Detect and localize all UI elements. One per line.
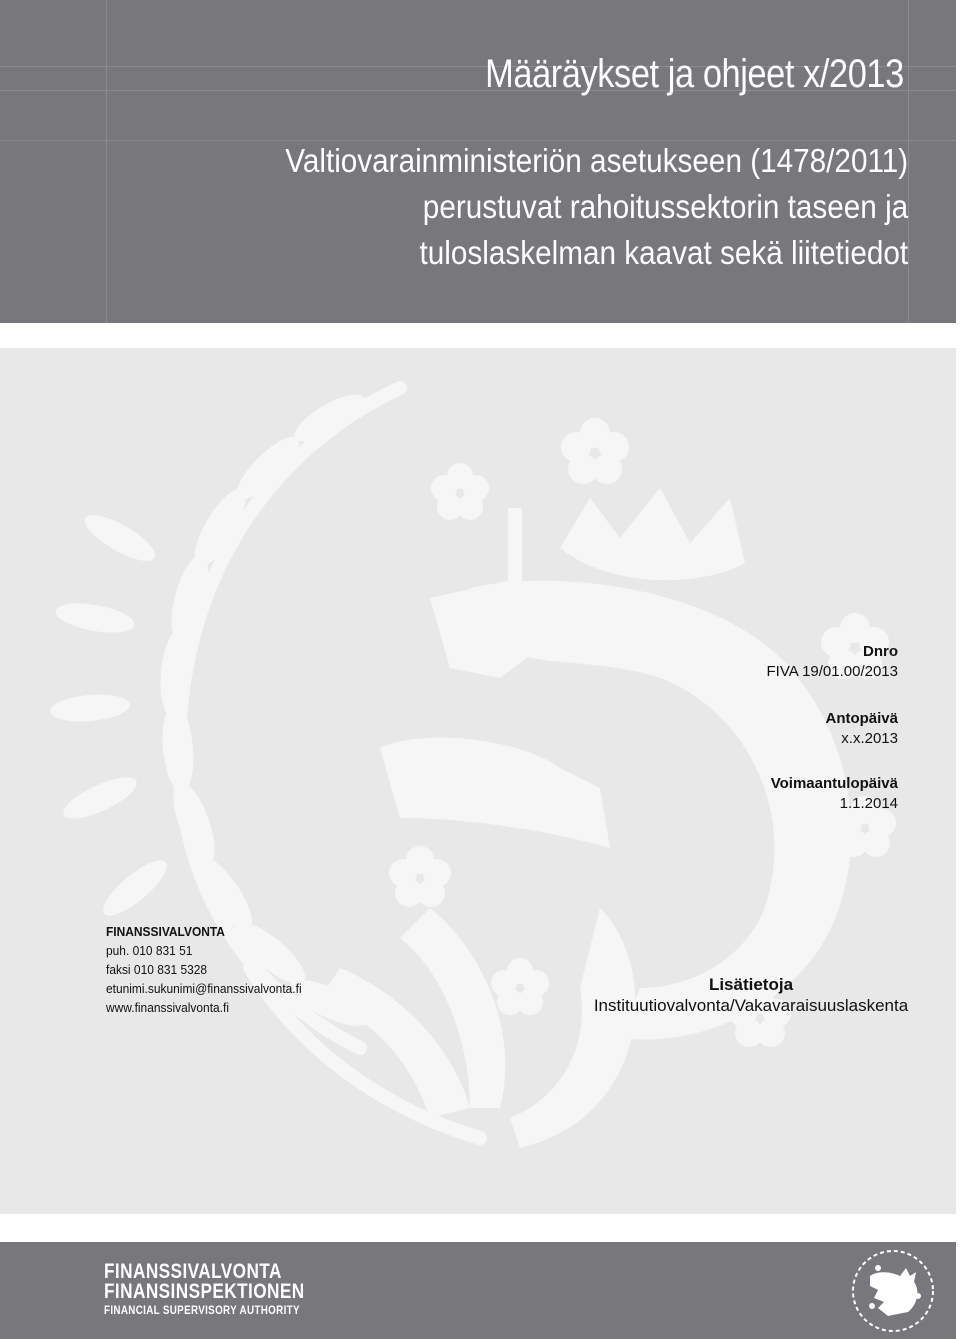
subtitle-line: Valtiovarainministeriön asetukseen (1478/2011) (285, 142, 908, 179)
logo-line: FINANSSIVALVONTA (104, 1260, 282, 1283)
effective-date-label: Voimaantulopäivä (770, 775, 898, 792)
lion-seal-icon (848, 1246, 938, 1336)
contact-block (106, 922, 302, 1017)
issue-date-block (825, 709, 898, 749)
contact-website: www.finanssivalvonta.fi (106, 1000, 229, 1015)
document-title: Määräykset ja ohjeet x/2013 (485, 52, 904, 96)
dnro-value: FIVA 19/01.00/2013 (766, 663, 898, 680)
subtitle-line: tuloslaskelman kaavat sekä liitetiedot (419, 234, 908, 271)
contact-phone: puh. 010 831 51 (106, 943, 193, 958)
document-subtitle (285, 138, 908, 276)
logo-wordmark (104, 1262, 305, 1318)
subtitle-line: perustuvat rahoitussektorin taseen ja (422, 188, 908, 225)
contact-organization: FINANSSIVALVONTA (106, 924, 225, 939)
dnro-block (767, 642, 899, 682)
more-info-value: Instituutiovalvonta/Vakavaraisuuslaskenta (593, 996, 909, 1015)
logo-line: FINANSINSPEKTIONEN (104, 1280, 305, 1303)
more-info-label: Lisätietoja (708, 975, 794, 994)
header-banner (0, 0, 956, 323)
logo-line: FINANCIAL SUPERVISORY AUTHORITY (104, 1303, 300, 1317)
contact-email: etunimi.sukunimi@finanssivalvonta.fi (106, 981, 302, 996)
footer-banner (0, 1242, 956, 1339)
cover-panel (0, 348, 956, 1214)
issue-date-label: Antopäivä (825, 710, 898, 727)
dnro-label: Dnro (863, 643, 898, 660)
grid-line (106, 0, 107, 323)
more-info-block (566, 974, 936, 1016)
contact-fax: faksi 010 831 5328 (106, 962, 208, 977)
effective-date-value: 1.1.2014 (839, 795, 898, 812)
effective-date-block (771, 774, 898, 814)
issue-date-value: x.x.2013 (841, 730, 898, 747)
